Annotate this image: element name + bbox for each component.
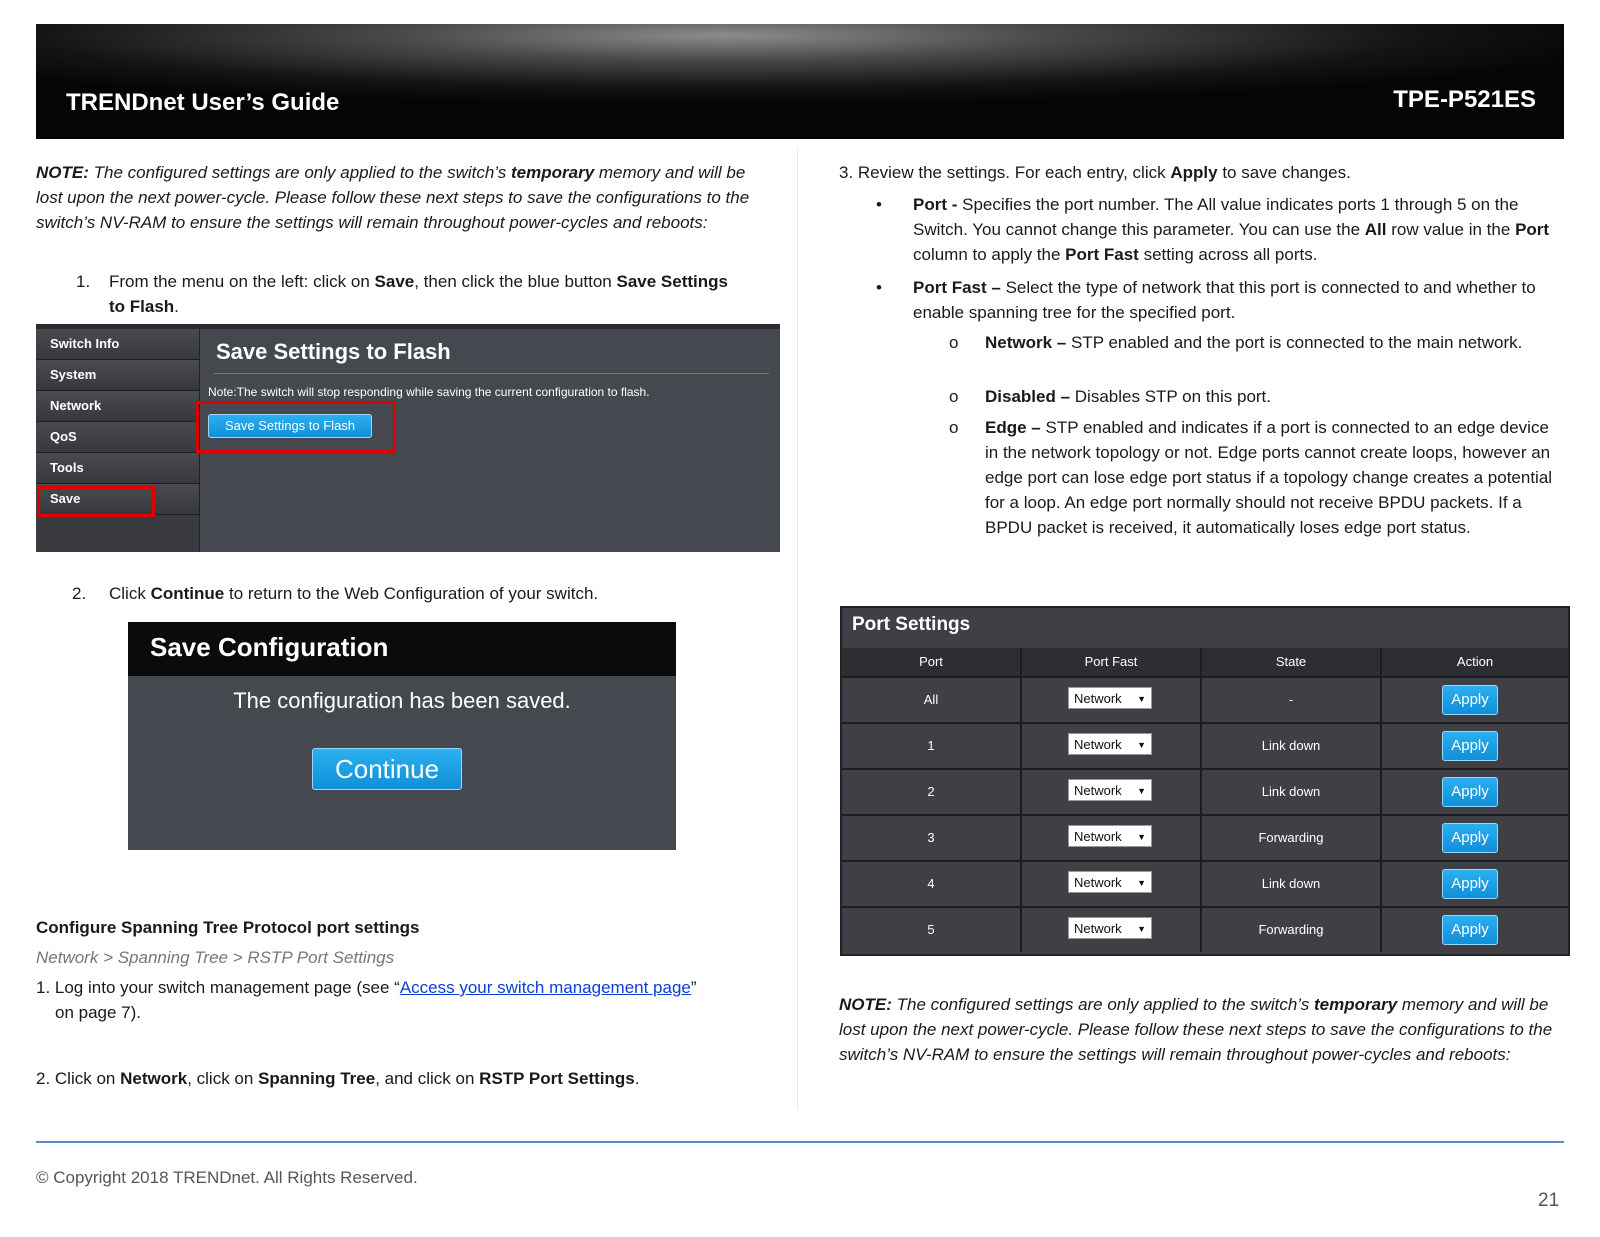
port-fast-cell (1022, 770, 1202, 814)
port-cell: 4 (842, 862, 1022, 906)
save-configuration-screenshot (128, 622, 676, 850)
step-text: to save changes. (1222, 163, 1351, 182)
section-heading: Configure Spanning Tree Protocol port settings (36, 918, 420, 937)
bullet-text: Specifies the port number. The All value indicates ports 1 through 5 on the Switch. You cannot change this parameter. You can use the (913, 195, 1519, 239)
para-text: , click on (187, 1069, 254, 1088)
step-bold: Save Settings to Flash (109, 272, 728, 316)
port-fast-select[interactable] (1068, 779, 1152, 801)
port-fast-cell (1022, 678, 1202, 722)
bullet-term: Port - (913, 195, 958, 214)
para-bold: RSTP Port Settings (479, 1069, 635, 1088)
bullet-text: setting across all ports. (1143, 245, 1318, 264)
dropdown-arrow-icon: ▼ (1137, 924, 1146, 934)
column-header: Port Fast (1022, 648, 1202, 676)
para-text: , and click on (375, 1069, 475, 1088)
action-cell (1382, 678, 1568, 722)
subbullet-edge (985, 415, 1565, 540)
save-settings-screenshot (36, 324, 780, 552)
port-fast-select[interactable] (1068, 733, 1152, 755)
step-text: . (174, 297, 179, 316)
port-fast-cell (1022, 816, 1202, 860)
apply-button[interactable]: Apply (1442, 915, 1498, 945)
circle-bullet-icon: o (949, 387, 959, 406)
table-row (842, 768, 1568, 814)
select-value: Network (1074, 691, 1122, 706)
step-text: From the menu on the left: click on (109, 272, 370, 291)
save-highlight-box (37, 486, 155, 517)
subbullet-text: Disables STP on this port. (1074, 387, 1272, 406)
copyright: © Copyright 2018 TRENDnet. All Rights Reserved. (36, 1168, 418, 1187)
port-fast-cell (1022, 862, 1202, 906)
step-text: Click (109, 584, 146, 603)
step3-text (839, 160, 1559, 185)
breadcrumb: Network > Spanning Tree > RSTP Port Settings (36, 948, 395, 967)
step-bold: Save (374, 272, 415, 291)
menu-item-qos[interactable]: QoS (36, 422, 199, 453)
side-menu (36, 329, 200, 552)
action-cell (1382, 770, 1568, 814)
apply-button[interactable]: Apply (1442, 823, 1498, 853)
para-text: 2. Click on (36, 1069, 116, 1088)
para-bold: Spanning Tree (258, 1069, 376, 1088)
title-rule (214, 373, 769, 374)
apply-button[interactable]: Apply (1442, 777, 1498, 807)
note-bold: temporary (511, 163, 595, 182)
column-header: Port (842, 648, 1022, 676)
menu-item-switch-info[interactable]: Switch Info (36, 329, 199, 360)
paragraph-click-network (36, 1066, 776, 1091)
action-cell (1382, 724, 1568, 768)
bullet-text: Select the type of network that this port is connected to and whether to enable spanning tree for the specified port. (913, 278, 1536, 322)
dialog-title-bar (128, 622, 676, 676)
menu-item-tools[interactable]: Tools (36, 453, 199, 484)
menu-item-system[interactable]: System (36, 360, 199, 391)
dropdown-arrow-icon: ▼ (1137, 694, 1146, 704)
state-cell: - (1202, 678, 1382, 722)
para-bold: Network (120, 1069, 188, 1088)
page-number: 21 (1538, 1190, 1560, 1211)
subbullet-disabled (985, 384, 1565, 409)
footer-rule (36, 1141, 1564, 1143)
menu-item-network[interactable]: Network (36, 391, 199, 422)
apply-button[interactable]: Apply (1442, 685, 1498, 715)
dropdown-arrow-icon: ▼ (1137, 786, 1146, 796)
bullet-term: Port Fast – (913, 278, 1001, 297)
step-number: 1. (76, 272, 91, 291)
apply-button[interactable]: Apply (1442, 869, 1498, 899)
dialog-title: Save Configuration (150, 632, 389, 662)
para-text: . (634, 1069, 640, 1088)
port-fast-select[interactable] (1068, 871, 1152, 893)
state-cell: Forwarding (1202, 816, 1382, 860)
state-cell: Link down (1202, 724, 1382, 768)
step-bold: Apply (1170, 163, 1218, 182)
step-number: 2. (72, 584, 87, 603)
table-row (842, 906, 1568, 952)
column-header: State (1202, 648, 1382, 676)
table-title: Port Settings (852, 614, 971, 635)
step-text: 3. Review the settings. For each entry, click (839, 163, 1166, 182)
table-row (842, 676, 1568, 722)
select-value: Network (1074, 921, 1122, 936)
para-text: ” (690, 978, 697, 997)
note-bold: temporary (1314, 995, 1398, 1014)
table-row (842, 722, 1568, 768)
note-paragraph-right (839, 992, 1564, 1067)
continue-button[interactable]: Continue (312, 748, 462, 790)
bullet-bold: Port (1515, 220, 1550, 239)
port-fast-select[interactable] (1068, 687, 1152, 709)
subbullet-term: Disabled – (985, 387, 1071, 406)
step-text: to return to the Web Configuration of your switch. (228, 584, 599, 603)
action-cell (1382, 862, 1568, 906)
port-fast-select[interactable] (1068, 917, 1152, 939)
note-text: The configured settings are only applied to the switch’s (896, 995, 1310, 1014)
port-fast-select[interactable] (1068, 825, 1152, 847)
bullet-bold: Port Fast (1065, 245, 1139, 264)
para-text: 1. Log into your switch management page (see “ (36, 978, 400, 997)
table-row (842, 814, 1568, 860)
subbullet-network (985, 330, 1565, 355)
note-label: NOTE: (839, 995, 892, 1014)
port-cell: 1 (842, 724, 1022, 768)
note-text: The configured settings are only applied to the switch’s (93, 163, 507, 182)
state-cell: Forwarding (1202, 908, 1382, 952)
screenshot-title: Save Settings to Flash (216, 339, 451, 364)
port-cell: 5 (842, 908, 1022, 952)
action-cell (1382, 908, 1568, 952)
note-paragraph-left (36, 160, 766, 235)
column-divider (797, 150, 798, 1110)
port-cell: 3 (842, 816, 1022, 860)
dropdown-arrow-icon: ▼ (1137, 878, 1146, 888)
screenshot-note: Note:The switch will stop responding while saving the current configuration to flash. (208, 385, 650, 399)
dropdown-arrow-icon: ▼ (1137, 832, 1146, 842)
port-cell: 2 (842, 770, 1022, 814)
select-value: Network (1074, 829, 1122, 844)
bullet-text: column to apply the (913, 245, 1061, 264)
subbullet-term: Network – (985, 333, 1067, 352)
bullet-icon: • (876, 195, 882, 214)
step-text: , then click the blue button (414, 272, 612, 291)
save-settings-to-flash-button[interactable]: Save Settings to Flash (208, 414, 372, 438)
subbullet-term: Edge – (985, 418, 1041, 437)
bullet-bold: All (1364, 220, 1387, 239)
state-cell: Link down (1202, 862, 1382, 906)
guide-title: TRENDnet User’s Guide (66, 89, 340, 116)
paragraph-login (36, 975, 776, 1000)
step2-text (109, 581, 749, 606)
dropdown-arrow-icon: ▼ (1137, 740, 1146, 750)
circle-bullet-icon: o (949, 418, 959, 437)
apply-button[interactable]: Apply (1442, 731, 1498, 761)
model-number: TPE-P521ES (1393, 86, 1536, 113)
select-value: Network (1074, 737, 1122, 752)
step-bold: Continue (150, 584, 225, 603)
circle-bullet-icon: o (949, 333, 959, 352)
subbullet-text: STP enabled and indicates if a port is connected to an edge device in the network topology or not. Edge ports cannot create loops, however an edge port can lose edge port status if a topology change creates a potential for a loop. An edge port normally should not receive BPDU packets. If a BPDU packet is received, it automatically loses edge port status. (985, 418, 1553, 537)
note-text: memory and will be lost upon the next power-cycle. Please follow these next steps to save the configurations to the switch’s NV-RAM to ensure the settings will remain throughout power-cycles and reboots: (839, 995, 1553, 1064)
port-settings-table (840, 606, 1570, 956)
paragraph-login-cont: on page 7). (55, 1003, 142, 1022)
page-header (36, 24, 1564, 139)
bullet-port-fast (913, 275, 1563, 325)
subbullet-text: STP enabled and the port is connected to the main network. (1070, 333, 1523, 352)
management-page-link[interactable]: Access your switch management page (399, 978, 691, 997)
state-cell: Link down (1202, 770, 1382, 814)
note-text: memory and will be lost upon the next power-cycle. Please follow these next steps to save the configurations to the switch’s NV-RAM to ensure the settings will remain throughout power-cycles and reboots: (36, 163, 750, 232)
bullet-icon: • (876, 278, 882, 297)
table-row (842, 860, 1568, 906)
port-cell: All (842, 678, 1022, 722)
port-fast-cell (1022, 908, 1202, 952)
dialog-message: The configuration has been saved. (233, 688, 571, 713)
column-header: Action (1382, 648, 1568, 676)
select-value: Network (1074, 875, 1122, 890)
port-fast-cell (1022, 724, 1202, 768)
step1-text (109, 269, 729, 319)
bullet-port (913, 192, 1563, 267)
bullet-text: row value in the (1391, 220, 1511, 239)
action-cell (1382, 816, 1568, 860)
note-label: NOTE: (36, 163, 89, 182)
select-value: Network (1074, 783, 1122, 798)
menu-item-save[interactable]: Save (36, 484, 199, 515)
